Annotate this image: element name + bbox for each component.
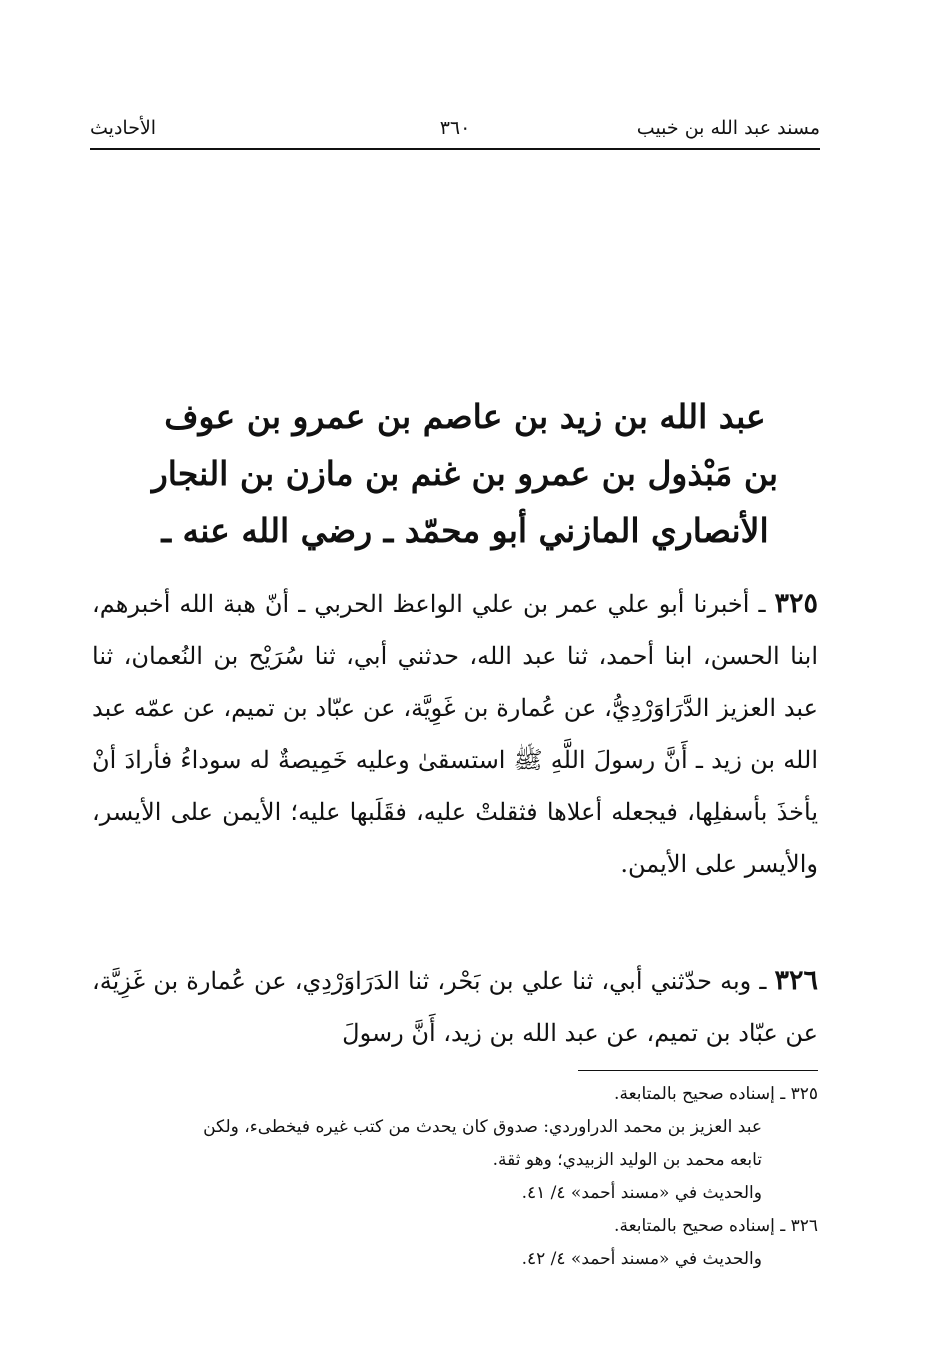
running-header — [90, 110, 820, 150]
footnote-divider — [578, 1070, 818, 1071]
hadith-text: ـ أخبرنا أبو علي عمر بن علي الواعظ الحربي ـ أنّ هبة الله أخبرهم، ابنا الحسن، ابنا أحمد، ثنا عبد الله، حدثني أبي، ثنا سُرَيْح بن النُعمان، ثنا عبد العزيز الدَّرَاوَرْدِيُّ، عن عُمارة بن غَوِيَّة، عن عبّاد بن تميم، عن عمّه عبد الله بن زيد ـ أَنَّ رسولَ اللَّهِ ﷺ استسقىٰ وعليه خَمِيصةٌ له سوداءُ فأرادَ أنْ يأخذَ بأسفلِها، فيجعله أعلاها فثقلتْ عليه، فقَلَبها عليه؛ الأيمن على الأيسر، والأيسر على الأيمن. — [92, 590, 818, 878]
header-book-title: مسند عبد الله بن خبيب — [636, 117, 820, 139]
footnote-line: والحديث في «مسند أحمد» ٤/ ٤١. — [521, 1183, 762, 1203]
title-line: بن مَبْذول بن عمرو بن غنم بن مازن بن النجار — [151, 454, 779, 493]
chapter-title — [110, 388, 820, 559]
title-line: عبد الله بن زيد بن عاصم بن عمرو بن عوف — [164, 397, 766, 436]
hadith-326 — [92, 955, 818, 1059]
page-number: ٣٦٠ — [439, 117, 471, 139]
footnote-line: ٣٢٦ ـ إسناده صحيح بالمتابعة. — [614, 1216, 818, 1236]
title-line: الأنصاري المازني أبو محمّد ـ رضي الله عنه ـ — [161, 511, 769, 550]
hadith-number: ٣٢٦ — [774, 965, 818, 996]
footnote-line: والحديث في «مسند أحمد» ٤/ ٤٢. — [521, 1249, 762, 1269]
hadith-number: ٣٢٥ — [774, 588, 818, 619]
hadith-325 — [92, 578, 818, 890]
footnotes — [92, 1078, 818, 1276]
header-section: الأحاديث — [90, 117, 157, 139]
footnote-line: ٣٢٥ ـ إسناده صحيح بالمتابعة. — [614, 1084, 818, 1104]
hadith-text: ـ وبه حدّثني أبي، ثنا علي بن بَحْر، ثنا الدَرَاوَرْدِي، عن عُمارة بن غَزِيَّة، عن عبّاد بن تميم، عن عبد الله بن زيد، أَنَّ رسولَ — [92, 967, 818, 1047]
footnote-line: تابعه محمد بن الوليد الزبيدي؛ وهو ثقة. — [492, 1150, 762, 1170]
footnote-line: عبد العزيز بن محمد الدراوردي: صدوق كان يحدث من كتب غيره فيخطىء، ولكن — [203, 1117, 762, 1137]
